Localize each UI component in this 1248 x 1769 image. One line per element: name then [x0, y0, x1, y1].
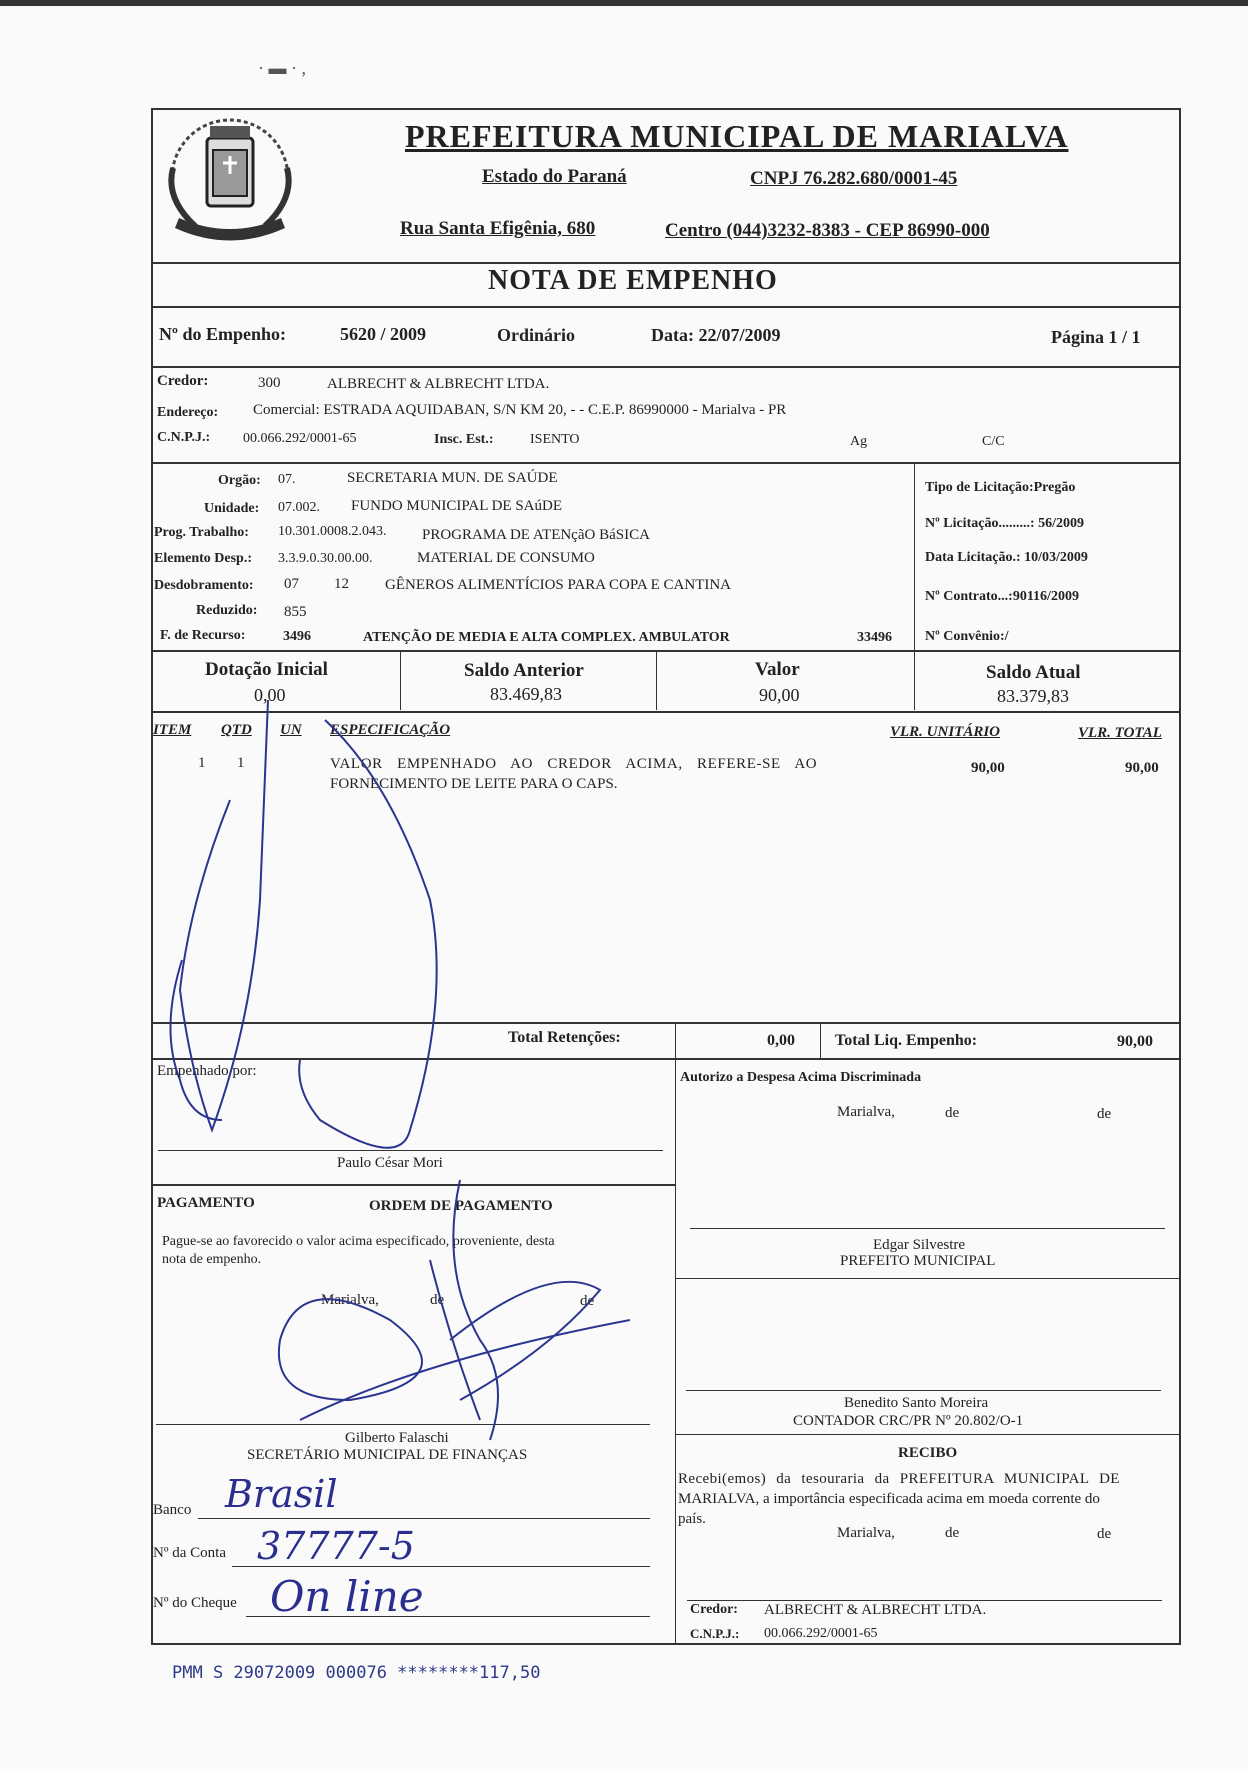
tipo-licitacao: Tipo de Licitação:Pregão [925, 480, 1076, 495]
recibo-text-2: MARIALVA, a importância especificada acima em moeda corrente do [678, 1491, 1100, 1507]
col-especificacao: ESPECIFICAÇÃO [330, 722, 451, 738]
total-liquido-value: 90,00 [1117, 1033, 1153, 1050]
reduzido-value: 855 [284, 604, 307, 620]
endereco-label: Endereço: [157, 405, 219, 420]
state-label: Estado do Paraná [482, 166, 627, 187]
contador-title: CONTADOR CRC/PR Nº 20.802/O-1 [793, 1413, 1024, 1429]
col-vlr-unitario: VLR. UNITÁRIO [890, 724, 1001, 740]
prog-label: Prog. Trabalho: [154, 525, 249, 540]
pague-line1: Pague-se ao favorecido o valor acima especificado, proveniente, desta [162, 1234, 555, 1249]
prefeito-title: PREFEITO MUNICIPAL [840, 1253, 996, 1269]
col-item: ITEM [153, 722, 192, 738]
signature-line [686, 1390, 1161, 1391]
document-title: NOTA DE EMPENHO [488, 265, 778, 296]
credor-name: ALBRECHT & ALBRECHT LTDA. [327, 376, 550, 392]
valor-label: Valor [755, 659, 800, 680]
scan-top-edge [0, 0, 1248, 6]
desd-name: GÊNEROS ALIMENTÍCIOS PARA COPA E CANTINA [385, 577, 732, 593]
col-vlr-total: VLR. TOTAL [1078, 725, 1162, 741]
ag-label: Ag [850, 434, 868, 449]
unidade-label: Unidade: [204, 501, 260, 516]
divider [151, 306, 1181, 308]
orgao-name: SECRETARIA MUN. DE SAÚDE [347, 470, 558, 486]
signature-scribbles [150, 700, 630, 1460]
cc-label: C/C [982, 434, 1005, 449]
total-liquido-label: Total Liq. Empenho: [835, 1032, 978, 1049]
col-qtd: QTD [221, 722, 252, 738]
recibo-label: RECIBO [898, 1445, 958, 1461]
fonte-code: 3496 [283, 629, 311, 644]
divider [151, 262, 1181, 264]
empenho-date: Data: 22/07/2009 [651, 325, 781, 345]
prog-code: 10.301.0008.2.043. [278, 524, 387, 539]
empenho-type: Ordinário [497, 325, 576, 345]
scan-speck: · ▬ · , [258, 58, 306, 78]
divider [914, 650, 915, 710]
autorizo-label: Autorizo a Despesa Acima Discriminada [680, 1070, 922, 1085]
recibo-credor-name: ALBRECHT & ALBRECHT LTDA. [764, 1602, 987, 1618]
secretario-title: SECRETÁRIO MUNICIPAL DE FINANÇAS [247, 1447, 528, 1463]
endereco-value: Comercial: ESTRADA AQUIDABAN, S/N KM 20, - - C.E.P. 86990000 - Marialva - PR [253, 402, 787, 418]
dotacao-inicial-value: 0,00 [254, 685, 286, 705]
orgao-code: 07. [278, 472, 296, 487]
ordem-pagamento-label: ORDEM DE PAGAMENTO [369, 1198, 553, 1214]
num-convenio: Nº Convênio:/ [925, 629, 1009, 644]
unidade-name: FUNDO MUNICIPAL DE SAúDE [351, 498, 562, 514]
divider [656, 650, 657, 710]
banco-line [198, 1518, 650, 1519]
num-contrato: Nº Contrato...:90116/2009 [925, 589, 1079, 604]
elem-name: MATERIAL DE CONSUMO [417, 550, 595, 566]
autorizo-de-1: de [945, 1105, 960, 1121]
row-qtd: 1 [237, 755, 245, 771]
cnpj-label: C.N.P.J.: [157, 430, 211, 445]
prefeito-name: Edgar Silvestre [873, 1237, 966, 1253]
contador-name: Benedito Santo Moreira [844, 1395, 989, 1411]
total-retencoes-value: 0,00 [767, 1032, 795, 1049]
banco-label: Banco [153, 1502, 192, 1518]
orgao-label: Orgão: [218, 473, 261, 488]
divider [675, 1278, 1181, 1279]
conta-handwritten: 37777-5 [257, 1524, 415, 1568]
recibo-cnpj-value: 00.066.292/0001-65 [764, 1626, 878, 1641]
signature-line [687, 1600, 1162, 1601]
empenhado-por-name: Paulo César Mori [337, 1155, 443, 1171]
divider [151, 366, 1181, 368]
cnpj-value: 00.066.292/0001-65 [243, 431, 357, 446]
row-vlr-total: 90,00 [1125, 760, 1159, 776]
insc-label: Insc. Est.: [434, 432, 494, 447]
credor-label: Credor: [157, 373, 209, 389]
recibo-cnpj-label: C.N.P.J.: [690, 1626, 740, 1641]
empenhado-por-label: Empenhado por: [157, 1063, 257, 1079]
dotacao-inicial-label: Dotação Inicial [205, 659, 328, 680]
recibo-text-3: país. [678, 1511, 706, 1527]
pagamento-label: PAGAMENTO [157, 1195, 255, 1211]
desd-b: 12 [334, 576, 349, 592]
signature-line [690, 1228, 1165, 1229]
secretario-name: Gilberto Falaschi [345, 1430, 449, 1446]
row-item: 1 [198, 755, 206, 771]
row-spec-line2: FORNECIMENTO DE LEITE PARA O CAPS. [330, 776, 618, 792]
reduzido-label: Reduzido: [196, 603, 258, 618]
autorizo-city: Marialva, [837, 1104, 895, 1120]
banco-handwritten: Brasil [225, 1472, 338, 1516]
total-retencoes-label: Total Retenções: [508, 1029, 621, 1046]
valor-value: 90,00 [759, 685, 800, 705]
autorizo-de-2: de [1097, 1106, 1112, 1122]
saldo-anterior-label: Saldo Anterior [464, 660, 584, 681]
ordem-de-1: de [430, 1292, 445, 1308]
ordem-city: Marialva, [321, 1292, 379, 1308]
credor-code: 300 [258, 375, 281, 391]
recibo-city: Marialva, [837, 1525, 895, 1541]
elem-label: Elemento Desp.: [154, 551, 252, 566]
address-label: Rua Santa Efigênia, 680 [400, 218, 596, 239]
mechanical-stamp: PMM S 29072009 000076 ********117,50 [172, 1663, 541, 1683]
empenho-label: Nº do Empenho: [159, 324, 286, 344]
cheque-label: Nº do Cheque [153, 1595, 237, 1611]
page-title: PREFEITURA MUNICIPAL DE MARIALVA [405, 118, 1069, 154]
divider [675, 1022, 676, 1058]
fonte-label: F. de Recurso: [160, 628, 246, 643]
contact-label: Centro (044)3232-8383 - CEP 86990-000 [665, 220, 990, 241]
elem-code: 3.3.9.0.30.00.00. [278, 551, 373, 566]
divider [675, 1434, 1181, 1435]
insc-value: ISENTO [530, 432, 580, 447]
conta-label: Nº da Conta [153, 1545, 226, 1561]
row-spec-line1: VALOR EMPENHADO AO CREDOR ACIMA, REFERE-SE AO [330, 756, 818, 772]
recibo-de-2: de [1097, 1526, 1112, 1542]
unidade-code: 07.002. [278, 500, 320, 515]
divider [151, 650, 1181, 652]
divider [151, 462, 1181, 464]
pague-line2: nota de empenho. [162, 1252, 262, 1267]
saldo-atual-value: 83.379,83 [997, 686, 1069, 706]
cheque-handwritten: On line [270, 1572, 424, 1621]
saldo-anterior-value: 83.469,83 [490, 684, 562, 704]
desd-label: Desdobramento: [154, 578, 254, 593]
page-number: Página 1 / 1 [1051, 327, 1141, 347]
divider [914, 462, 915, 650]
saldo-atual-label: Saldo Atual [986, 662, 1081, 683]
desd-a: 07 [284, 576, 299, 592]
divider [820, 1022, 821, 1058]
empenho-number: 5620 / 2009 [340, 324, 427, 344]
fonte-name: ATENÇÃO DE MEDIA E ALTA COMPLEX. AMBULATOR [363, 630, 730, 645]
col-un: UN [280, 722, 302, 738]
recibo-credor-label: Credor: [690, 1602, 738, 1617]
data-licitacao: Data Licitação.: 10/03/2009 [925, 550, 1088, 565]
num-licitacao: Nº Licitação.........: 56/2009 [925, 516, 1084, 531]
row-vlr-unitario: 90,00 [971, 760, 1005, 776]
fonte-num: 33496 [857, 630, 892, 645]
recibo-de-1: de [945, 1525, 960, 1541]
cnpj-label: CNPJ 76.282.680/0001-45 [750, 168, 958, 189]
divider [675, 1058, 676, 1645]
prog-name: PROGRAMA DE ATENçãO BáSICA [422, 527, 650, 543]
recibo-text-1: Recebi(emos) da tesouraria da PREFEITURA MUNICIPAL DE [678, 1471, 1120, 1487]
ordem-de-2: de [580, 1293, 595, 1309]
